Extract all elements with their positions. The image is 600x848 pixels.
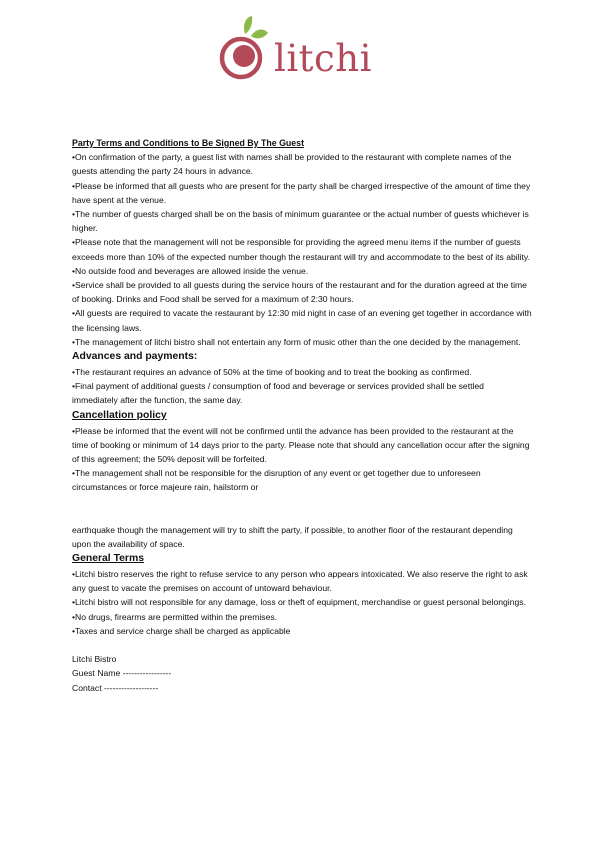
section-title-general-terms: General Terms — [72, 553, 144, 565]
section-title-party-terms: Party Terms and Conditions to Be Signed By The Guest — [72, 138, 305, 148]
signature-guest-name: Guest Name ----------------- — [72, 668, 172, 679]
list-item: •The restaurant requires an advance of 50% at the time of booking and to treat the booking as confirmed. — [72, 367, 472, 378]
page-gap — [72, 495, 532, 523]
litchi-fruit-icon — [218, 14, 278, 84]
list-item: •No outside food and beverages are allowed inside the venue. — [72, 265, 309, 276]
list-item: •Please be informed that the event will not be confirmed until the advance has been provided to the restaurant at the time of booking or minimum of 14 days prior to the party. Please note that should any cancellation occur after the signing of this agreement; the 50% deposit will be forfeited. — [72, 425, 530, 465]
list-item: •Litchi bistro will not responsible for any damage, loss or theft of equipment, merchandise or guest personal belongings. — [72, 597, 526, 608]
list-item: •The management shall not be responsible for the disruption of any event or get together due to unforeseen circumstances or force majeure rain, hailstorm or — [72, 468, 481, 493]
list-item: •No drugs, firearms are permitted within the premises. — [72, 611, 278, 622]
litchi-logo — [218, 14, 388, 84]
list-item: •All guests are required to vacate the restaurant by 12:30 mid night in case of an evening get together in accordance with the licensing laws. — [72, 308, 532, 333]
list-item: •Service shall be provided to all guests during the service hours of the restaurant and for the duration agreed at the time of booking. Drinks and Food shall be served for a maximum of 2:30 hours. — [72, 280, 527, 305]
list-item: •Final payment of additional guests / consumption of food and beverage or services provided shall be settled immediately after the function, the same day. — [72, 381, 484, 406]
brand-name: litchi — [274, 37, 372, 80]
list-item: •The management of litchi bistro shall not entertain any form of music other than the one decided by the management. — [72, 336, 521, 347]
signature-company: Litchi Bistro — [72, 654, 117, 665]
list-item: •Please note that the management will not be responsible for providing the agreed menu items if the number of guests exceeds more than 10% of the expected number though the restaurant will try and accommodate to the best of its ability. — [72, 237, 530, 262]
spacer — [72, 638, 532, 652]
terms-document — [72, 136, 532, 695]
list-item: •The number of guests charged shall be on the basis of minimum guarantee or the actual number of guests whichever is higher. — [72, 209, 529, 234]
signature-contact: Contact ------------------- — [72, 682, 159, 693]
list-item: •Litchi bistro reserves the right to refuse service to any person who appears intoxicated. We also reserve the right to ask any guest to vacate the premises on account of untoward behaviour. — [72, 569, 528, 594]
list-item: •Taxes and service charge shall be charged as applicable — [72, 625, 291, 636]
list-item: •Please be informed that all guests who are present for the party shall be charged irrespective of the amount of time they have spent at the venue. — [72, 180, 531, 205]
list-item: earthquake though the management will try to shift the party, if possible, to another floor of the restaurant depending upon the availability of space. — [72, 524, 513, 549]
section-title-cancellation: Cancellation policy — [72, 409, 167, 421]
section-title-advances: Advances and payments: — [72, 351, 198, 363]
list-item: •On confirmation of the party, a guest list with names shall be provided to the restaurant with complete names of the guests attending the party 24 hours in advance. — [72, 152, 512, 177]
